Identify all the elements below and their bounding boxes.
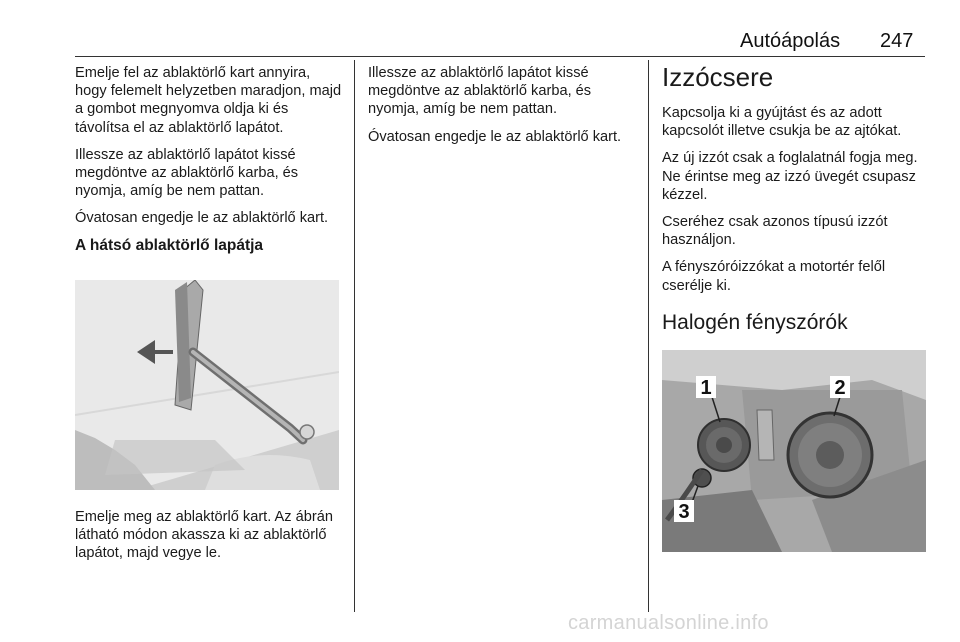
paragraph: Emelje fel az ablaktörlő kart annyira, hogy felemelt helyzetben maradjon, majd a gombot megnyomva oldja ki és távolítsa el az ablaktörlő lapátot.	[75, 65, 342, 136]
header-divider	[75, 56, 925, 57]
section-heading: Izzócsere	[662, 62, 774, 92]
figure-caption: Emelje meg az ablaktörlő kart. Az ábrán látható módon akassza ki az ablaktörlő lapátot, majd vegye le.	[75, 509, 333, 562]
paragraph: Illessze az ablaktörlő lapátot kissé megdöntve az ablaktörlő karba, és nyomja, amíg be nem pattan.	[368, 65, 592, 118]
paragraph: Az új izzót csak a foglalatnál fogja meg. Ne érintse meg az izzó üvegét csupasz kézzel.	[662, 150, 918, 203]
column-divider-2	[648, 60, 649, 612]
callout-label: 3	[678, 501, 690, 523]
callout-label: 2	[834, 377, 846, 399]
paragraph: Óvatosan engedje le az ablaktörlő kart.	[75, 210, 329, 227]
callout-label: 1	[700, 377, 712, 399]
watermark: carmanualsonline.info	[568, 612, 769, 634]
rear-wiper-illustration	[75, 280, 339, 490]
paragraph: Kapcsolja ki a gyújtást és az adott kapcsolót illetve csukja be az ajtókat.	[662, 105, 902, 140]
column-divider-1	[354, 60, 355, 612]
section-subheading: A hátsó ablaktörlő lapátja	[75, 236, 264, 254]
column-1	[75, 64, 343, 265]
halogen-headlamp-illustration	[662, 350, 926, 552]
section-subheading: Halogén fényszórók	[662, 310, 848, 334]
paragraph: Óvatosan engedje le az ablaktörlő kart.	[368, 128, 622, 145]
paragraph: A fényszóróizzókat a motortér felől cserélje ki.	[662, 259, 886, 294]
running-header-title: Autóápolás	[740, 30, 841, 52]
page-number: 247	[880, 30, 914, 52]
column-2	[368, 64, 638, 155]
paragraph: Illessze az ablaktörlő lapátot kissé megdöntve az ablaktörlő karba, és nyomja, amíg be nem pattan.	[75, 146, 299, 200]
paragraph: Cseréhez csak azonos típusú izzót használjon.	[662, 214, 888, 249]
column-3	[662, 64, 930, 347]
